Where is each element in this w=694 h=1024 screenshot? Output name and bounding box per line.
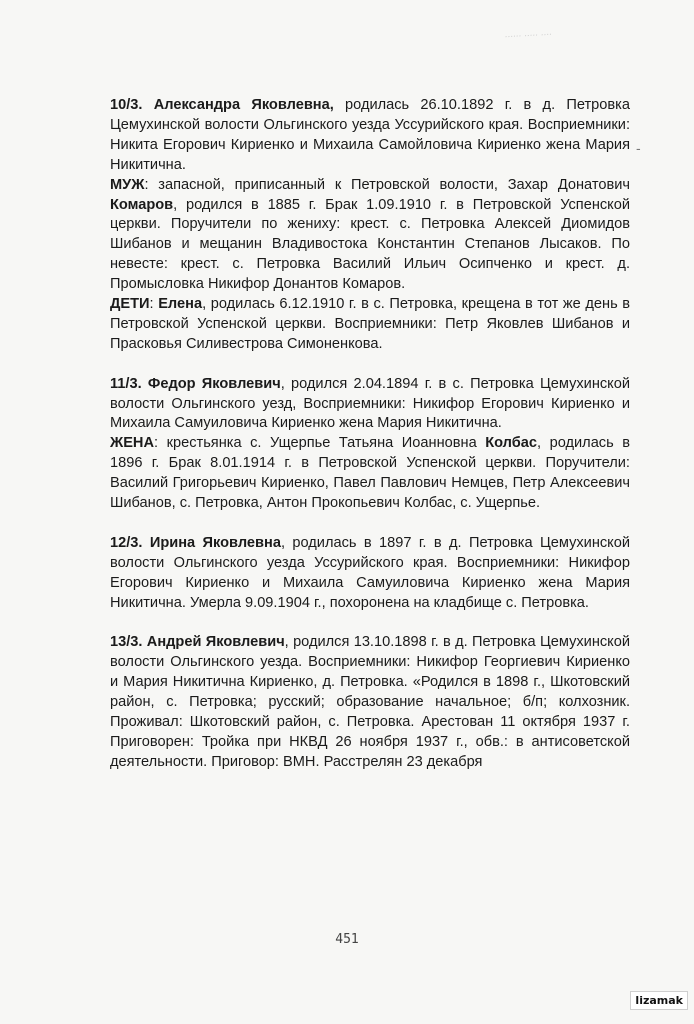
text-run: : запасной, приписанный к Петровской волости, Захар Донатович <box>144 176 630 193</box>
bold-text-run: Елена <box>158 296 203 313</box>
bold-text-run: МУЖ <box>110 176 145 193</box>
bold-text-run: Колбас <box>485 435 538 452</box>
bold-text-run: ЖЕНА <box>110 435 155 452</box>
bold-text-run: 12/3. Ирина Яковлевна <box>110 534 281 551</box>
text-run: , родилась в 1896 г. Брак 8.01.1914 г. в Петровской Успенской церкви. Поручители: Василий Григорьевич Кириенко, Павел Павлович Немцев, Петр Алексеевич Шибанов, с. Петровка, Антон Прокопьевич Колбас, с. Ущерпье. <box>110 435 630 512</box>
text-run: , родился 2.04.1894 г. в с. Петровка Цемухинской волости Ольгинского уезд, Восприемники: Никифор Егорович Кириенко и Михаила Самуиловича Кириенко жена Мария Никитична. <box>110 375 630 432</box>
text-run: : <box>149 296 159 313</box>
scan-mark: ...... ..... .... <box>504 26 553 41</box>
entry-paragraph <box>110 633 630 772</box>
watermark-label: lizamak <box>630 991 688 1010</box>
genealogy-entry <box>110 534 630 614</box>
text-run: родилась 26.10.1892 г. в д. Петровка Цемухинской волости Ольгинского уезда Уссурийского края. Восприемники: Никита Егорович Кириенко и Михаила Самойловича Кириенко жена Мария Никитична. <box>110 97 630 173</box>
entry-paragraph <box>110 375 630 435</box>
page-number: 451 <box>335 932 359 947</box>
entry-paragraph <box>110 96 630 176</box>
bold-text-run: Комаров <box>110 196 174 213</box>
entry-paragraph <box>110 534 630 614</box>
text-run: , родилась 6.12.1910 г. в с. Петровка, крещена в тот же день в Петровской Успенской церкви. Восприемники: Петр Яковлев Шибанов и Прасковья Силивестрова Симоненкова. <box>110 296 631 352</box>
bold-text-run: 11/3. Федор Яковлевич <box>110 375 281 392</box>
genealogy-entry <box>110 375 630 514</box>
bold-text-run: ДЕТИ <box>110 296 150 313</box>
entry-paragraph <box>110 176 630 295</box>
genealogy-entry <box>110 633 630 772</box>
entry-paragraph <box>110 295 630 355</box>
text-run: , родилась в 1897 г. в д. Петровка Цемухинской волости Ольгинского уезда Уссурийского края. Восприемники: Никифор Егорович Кириенко и Михаила Самуиловича Кириенко жена Мария Никитична. Умерла 9.09.1904 г., похоронена на кладбище с. Петровка. <box>110 534 630 611</box>
margin-mark: - <box>636 140 641 156</box>
text-run: , родился 13.10.1898 г. в д. Петровка Цемухинской волости Ольгинского уезда. Восприемники: Никифор Георгиевич Кириенко и Мария Никитична Кириенко, д. Петровка. «Родился в 1898 г., Шкотовский район, с. Петровка; русский; образование начальное; б/п; колхозник. Проживал: Шкотовский район, с. Петровка. Арестован 11 октября 1937 г. Приговорен: Тройка при НКВД 26 ноября 1937 г., обв.: в антисоветской деятельности. Приговор: ВМН. Расстрелян 23 декабря <box>110 634 630 770</box>
bold-text-run: 10/3. Александра Яковлевна, <box>110 97 334 113</box>
page-text <box>110 96 630 793</box>
text-run: : крестьянка с. Ущерпье Татьяна Иоанновна <box>154 435 486 452</box>
bold-text-run: 13/3. Андрей Яковлевич <box>110 634 285 651</box>
text-run: , родился в 1885 г. Брак 1.09.1910 г. в Петровской Успенской церкви. Поручители по жениху: крест. с. Петровка Алексей Диомидов Шибанов и мещанин Владивостока Константин Степанов Лысаков. По невесте: крест. с. Петровка Василий Ильич Осипченко и крест. д. Промысловка Никифор Донантов Комаров. <box>110 196 630 293</box>
genealogy-entry <box>110 96 630 355</box>
entry-paragraph <box>110 434 630 514</box>
